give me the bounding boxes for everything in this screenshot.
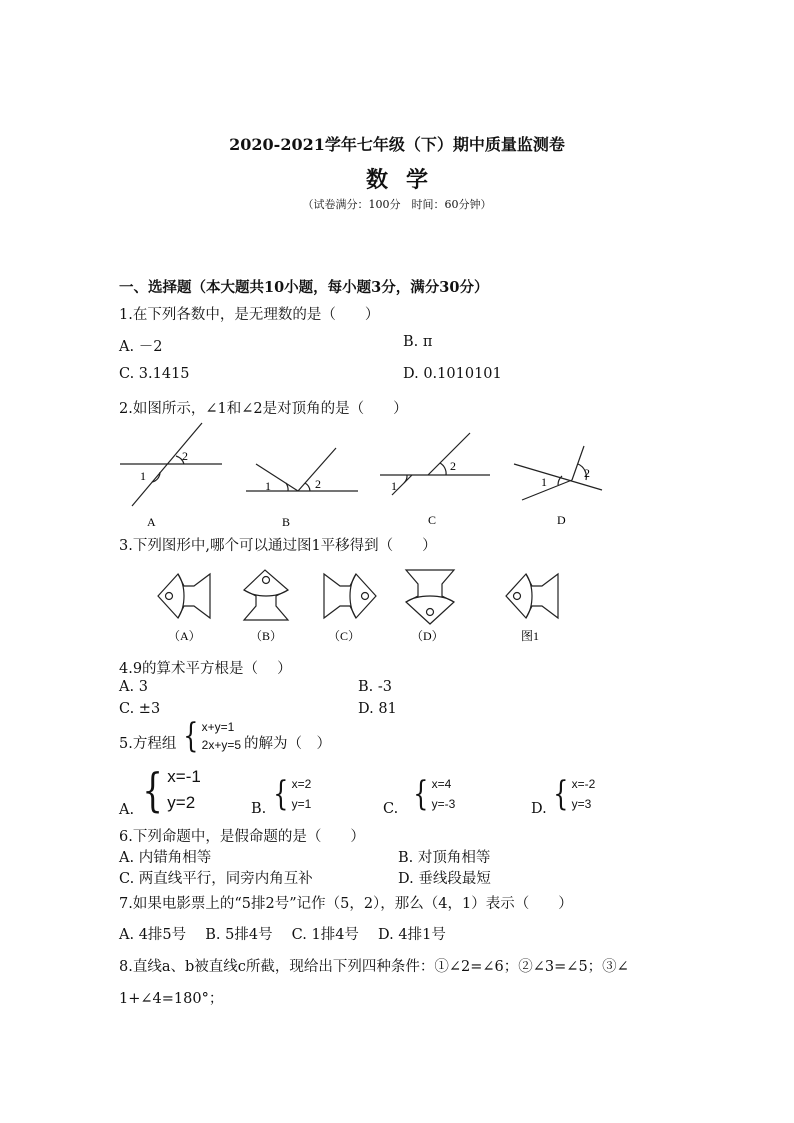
q3-shape-d	[406, 570, 454, 624]
q5-stem-prefix: 5.方程组	[119, 736, 177, 752]
q3-label-b: （B）	[250, 629, 283, 643]
q3-figures	[148, 562, 578, 648]
q2-fig-a-angle2: 2	[182, 449, 188, 463]
q4-option-b: B. -3	[358, 679, 392, 695]
q1-option-c: C. 3.1415	[119, 366, 190, 382]
q2-fig-b-label: B	[282, 515, 291, 529]
q2-fig-a-label: A	[147, 515, 156, 529]
q6-option-c: C. 两直线平行，同旁内角互补	[119, 871, 313, 887]
q3-shape-reference	[506, 574, 558, 618]
q5-option-a: { x=-1 y=2	[142, 763, 201, 817]
q4-stem: 4.9的算术平方根是（ ）	[119, 661, 292, 677]
subject-title: 数学	[365, 167, 446, 193]
q5-option-b: { x=2 y=1	[273, 774, 312, 814]
q5-eq1: x+y=1	[201, 720, 235, 734]
page-title: 2020-2021学年七年级（下）期中质量监测卷	[229, 135, 565, 154]
q3-label-a: （A）	[168, 629, 201, 643]
q5-equation-system	[180, 718, 241, 754]
q5-a-y: y=2	[167, 793, 196, 812]
q1-stem: 1.在下列各数中，是无理数的是（ ）	[119, 307, 380, 323]
q5-d-x: x=-2	[571, 777, 596, 791]
q2-fig-a-angle1: 1	[140, 469, 146, 483]
q2-fig-b-angle2: 2	[315, 477, 321, 491]
q3-label-c: （C）	[328, 629, 361, 643]
q5-option-c: { x=4 y=-3	[413, 774, 456, 814]
q1-option-a: A. －2	[119, 339, 163, 355]
q3-label-reference: 图1	[521, 629, 540, 643]
q7-options: A. 4排5号 B. 5排4号 C. 1排4号 D. 4排1号	[119, 927, 446, 943]
q5-a-x: x=-1	[167, 767, 201, 786]
q5-option-d-label: D.	[531, 801, 547, 817]
q6-stem: 6.下列命题中，是假命题的是（ ）	[119, 829, 365, 845]
q5-b-x: x=2	[291, 777, 312, 791]
q2-fig-d-label: D	[557, 513, 566, 527]
q5-b-y: y=1	[291, 797, 312, 811]
q7-stem: 7.如果电影票上的“5排2号”记作（5，2），那么（4，1）表示（ ）	[119, 896, 573, 912]
q6-option-d: D. 垂线段最短	[398, 871, 491, 887]
q2-figure-b	[246, 448, 358, 491]
q4-option-a: A. 3	[119, 679, 148, 695]
q1-option-d: D. 0.1010101	[403, 366, 502, 382]
q5-eq2: 2x+y=5	[201, 738, 242, 752]
q6-option-a: A. 内错角相等	[119, 850, 212, 866]
q5-stem-suffix: 的解为（ ）	[244, 736, 331, 752]
q6-option-b: B. 对顶角相等	[398, 850, 491, 866]
q3-label-d: （D）	[411, 629, 444, 643]
q5-c-x: x=4	[431, 777, 452, 791]
q2-fig-c-angle1: 1	[391, 479, 397, 493]
q5-option-d: { x=-2 y=3	[553, 774, 596, 814]
q1-option-b: B. π	[403, 334, 433, 350]
q2-fig-c-label: C	[428, 513, 437, 527]
q8-line1: 8.直线a、b被直线c所截，现给出下列四种条件：①∠2=∠6；②∠3=∠5；③∠	[119, 959, 629, 975]
q3-shape-c	[324, 574, 376, 618]
q2-stem: 2.如图所示，∠1和∠2是对顶角的是（ ）	[119, 401, 408, 417]
q3-shape-b	[244, 570, 288, 620]
q5-d-y: y=3	[571, 797, 592, 811]
q2-fig-b-angle1: 1	[265, 479, 271, 493]
exam-note: （试卷满分：100分 时间：60分钟）	[302, 198, 492, 211]
q5-brace: {	[183, 716, 199, 756]
q2-fig-d-angle2: 2	[584, 466, 590, 480]
q3-shape-a	[158, 574, 210, 618]
q5-option-a-label: A.	[119, 802, 135, 818]
q4-option-c: C. ±3	[119, 701, 161, 717]
section-heading: 一、选择题（本大题共10小题，每小题3分，满分30分）	[119, 279, 489, 296]
q8-line2: 1+∠4=180°；	[119, 991, 224, 1007]
q2-figures	[110, 418, 620, 533]
q2-fig-c-angle2: 2	[450, 459, 456, 473]
q5-option-b-label: B.	[251, 801, 267, 817]
q3-stem: 3.下列图形中,哪个可以通过图1平移得到（ ）	[119, 538, 437, 554]
q2-figure-a	[120, 423, 222, 506]
q5-option-c-label: C.	[383, 801, 399, 817]
q4-option-d: D. 81	[358, 701, 397, 717]
q5-c-y: y=-3	[431, 797, 456, 811]
q2-fig-d-angle1: 1	[541, 475, 547, 489]
